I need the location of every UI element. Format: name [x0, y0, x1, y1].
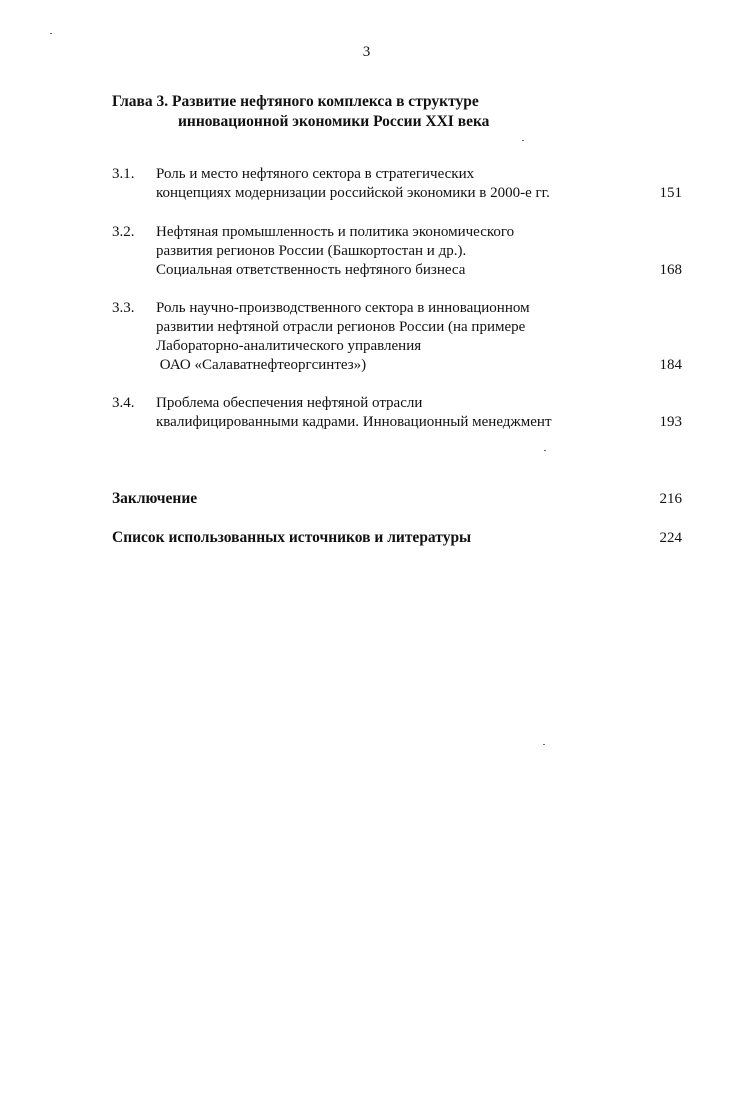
scan-speck: [543, 744, 545, 745]
toc-entry-page: 193: [659, 414, 682, 430]
toc-entry-number: 3.2.: [112, 224, 135, 240]
scan-speck: [544, 450, 546, 451]
chapter-heading: [112, 92, 489, 132]
toc-entry-line: Социальная ответственность нефтяного бизнеса: [156, 262, 466, 278]
toc-entry-3-3: [112, 299, 682, 375]
toc-entry-line: квалифицированными кадрами. Инновационный менеджмент: [156, 414, 552, 430]
toc-entry-page: 168: [659, 262, 682, 278]
toc-entry-text: [156, 223, 631, 280]
toc-sources-label: Список использованных источников и литературы: [112, 529, 472, 546]
toc-entry-3-1: [112, 165, 682, 203]
toc-entry-number: 3.1.: [112, 166, 135, 182]
chapter-heading-line-1: Глава 3. Развитие нефтяного комплекса в структуре: [112, 93, 479, 110]
toc-entry-text: [156, 394, 631, 432]
toc-entry-line: Лабораторно-аналитического управления: [156, 338, 422, 354]
toc-entry-number: 3.4.: [112, 395, 135, 411]
toc-entry-3-4: [112, 394, 682, 432]
toc-entry-line: развитии нефтяной отрасли регионов России (на примере: [156, 319, 526, 335]
page-number: 3: [362, 44, 371, 60]
toc-conclusion-page: 216: [659, 491, 682, 507]
toc-entry-page: 184: [659, 357, 682, 373]
toc-sources-page: 224: [659, 530, 682, 546]
toc-sources: [112, 528, 682, 548]
toc-entry-3-2: [112, 223, 682, 280]
toc-entry-text: [156, 165, 631, 203]
toc-entry-page: 151: [659, 185, 682, 201]
toc-entry-line: Роль и место нефтяного сектора в стратегических: [156, 166, 475, 182]
toc-conclusion: [112, 489, 682, 509]
toc-entry-line: развития регионов России (Башкортостан и др.).: [156, 243, 467, 259]
toc-entry-line: Роль научно-производственного сектора в инновационном: [156, 300, 530, 316]
scan-speck: [522, 140, 524, 141]
toc-entry-text: [156, 299, 631, 375]
toc-entry-number: 3.3.: [112, 300, 135, 316]
toc-entry-line: Нефтяная промышленность и политика экономического: [156, 224, 515, 240]
toc-entry-line: концепциях модернизации российской экономики в 2000-е гг.: [156, 185, 550, 201]
toc-entry-line: ОАО «Салаватнефтеоргсинтез»): [156, 357, 367, 373]
toc-entry-line: Проблема обеспечения нефтяной отрасли: [156, 395, 423, 411]
toc-conclusion-label: Заключение: [112, 490, 198, 507]
scan-speck: [50, 33, 52, 34]
chapter-heading-line-2: инновационной экономики России XXI века: [178, 113, 490, 130]
